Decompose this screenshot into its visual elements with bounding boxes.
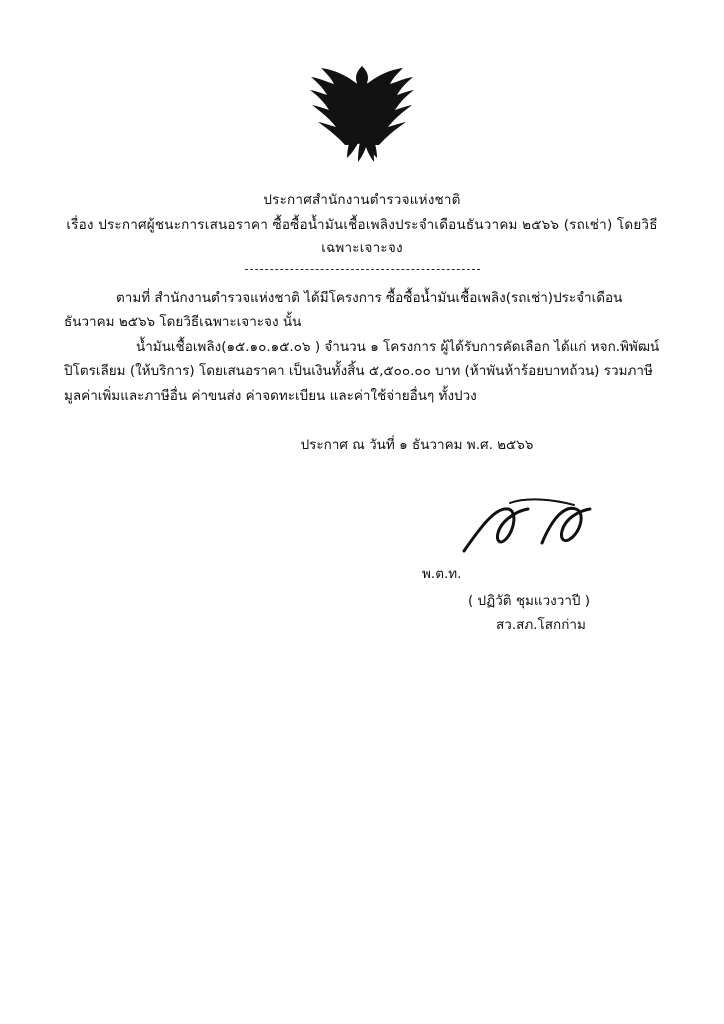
heading-line-1: ประกาศสำนักงานตำรวจแห่งชาติ (263, 192, 461, 208)
emblem-container (64, 0, 660, 166)
signature-area (64, 499, 660, 679)
signature-rank: พ.ต.ท. (422, 565, 462, 582)
heading-line-3: เฉพาะเจาะจง (321, 239, 403, 256)
notice-date: ประกาศ ณ วันที่ ๑ ธันวาคม พ.ศ. ๒๕๖๖ (300, 436, 534, 453)
heading-line-2: เรื่อง ประกาศผู้ชนะการเสนอราคา ซื้อซื้อน้ำมันเชื้อเพลิงประจำเดือนธันวาคม ๒๕๖๖ (รถเช่า) โดยวิธี (66, 216, 658, 233)
garuda-emblem (307, 62, 417, 166)
document-body (64, 286, 660, 409)
document-heading (64, 190, 660, 270)
body-paragraph-2: น้ำมันเชื้อเพลิง(๑๕.๑๐.๑๕.๐๖ ) จำนวน ๑ โครงการ ผู้ได้รับการคัดเลือก ได้แก่ หจก.พิพัฒน์ปิโตรเลียม (ให้บริการ) โดยเสนอราคา เป็นเงินทั้งสิ้น ๕,๕๐๐.๐๐ บาท (ห้าพันห้าร้อยบาทถ้วน) รวมภาษีมูลค่าเพิ่มและภาษีอื่น ค่าขนส่ง ค่าจดทะเบียน และค่าใช้จ่ายอื่นๆ ทั้งปวง (64, 338, 660, 405)
body-paragraph-1: ตามที่ สำนักงานตำรวจแห่งชาติ ได้มีโครงการ ซื้อซื้อน้ำมันเชื้อเพลิง(รถเช่า)ประจำเดือนธันวาคม ๒๕๖๖ โดยวิธีเฉพาะเจาะจง นั้น (64, 289, 623, 331)
signature-position: สว.สภ.โสกก่าม (496, 616, 586, 633)
signature-name: ( ปฏิวัติ ชุมแวงวาปี ) (468, 592, 591, 609)
heading-divider (245, 269, 480, 270)
signature-stroke-icon (456, 495, 646, 565)
